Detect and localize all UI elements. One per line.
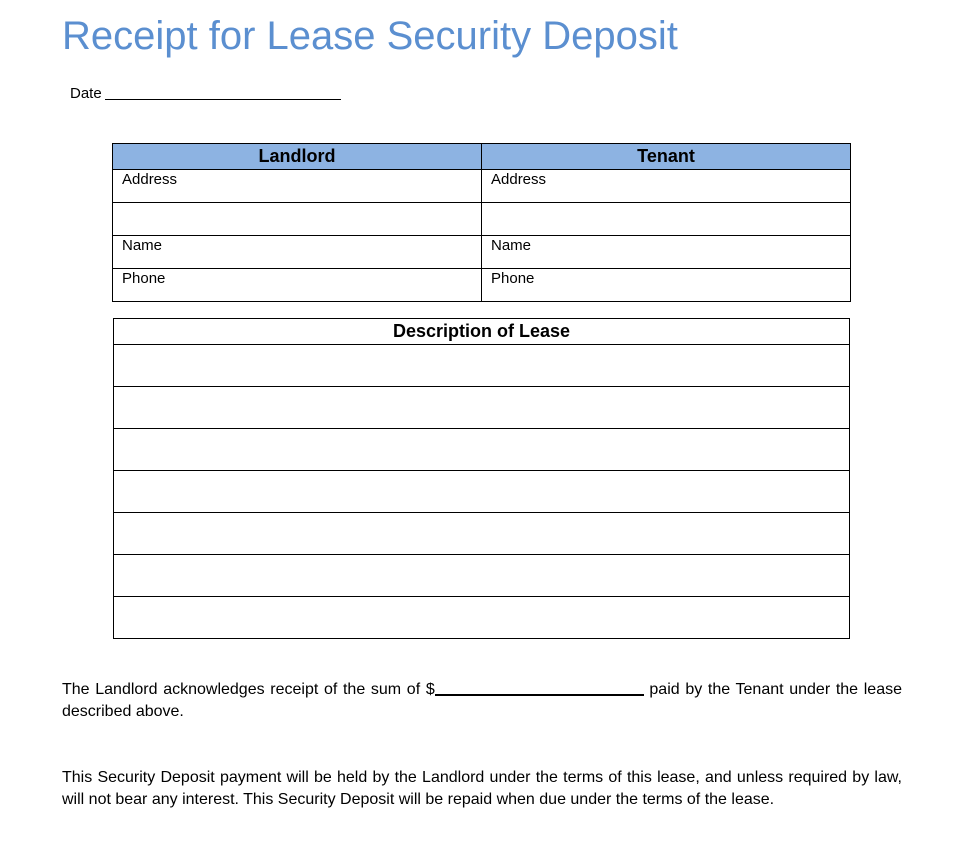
lease-line-cell[interactable] xyxy=(114,387,850,429)
lease-line-cell[interactable] xyxy=(114,555,850,597)
landlord-address-cell[interactable]: Address xyxy=(113,170,482,203)
party-header-row xyxy=(113,144,851,170)
party-table xyxy=(112,143,851,302)
date-label: Date xyxy=(70,85,102,102)
party-row-address xyxy=(113,170,851,203)
lease-line-cell[interactable] xyxy=(114,345,850,387)
lease-lines xyxy=(114,345,850,639)
tenant-header: Tenant xyxy=(482,144,851,170)
landlord-name-cell[interactable]: Name xyxy=(113,236,482,269)
acknowledgement-text-after: paid by the Tenant under the lease described above. xyxy=(62,681,902,720)
lease-line-cell[interactable] xyxy=(114,429,850,471)
lease-line-row xyxy=(114,513,850,555)
landlord-header: Landlord xyxy=(113,144,482,170)
lease-line-cell[interactable] xyxy=(114,597,850,639)
landlord-address-line-2-cell[interactable] xyxy=(113,203,482,236)
date-row xyxy=(70,84,341,102)
party-row-address-2 xyxy=(113,203,851,236)
terms-paragraph: This Security Deposit payment will be held by the Landlord under the terms of this lease, and unless required by law, will not bear any interest. This Security Deposit will be repaid when due under the terms of the lease. xyxy=(62,769,902,808)
tenant-address-line-2-cell[interactable] xyxy=(482,203,851,236)
lease-line-row xyxy=(114,471,850,513)
lease-line-row xyxy=(114,555,850,597)
date-field[interactable] xyxy=(105,84,341,100)
deposit-amount-field[interactable] xyxy=(435,680,644,696)
lease-line-row xyxy=(114,345,850,387)
lease-line-row xyxy=(114,387,850,429)
lease-table xyxy=(113,318,850,639)
party-row-name xyxy=(113,236,851,269)
party-row-phone xyxy=(113,269,851,302)
lease-line-cell[interactable] xyxy=(114,471,850,513)
tenant-name-cell[interactable]: Name xyxy=(482,236,851,269)
lease-line-row xyxy=(114,597,850,639)
acknowledgement-text-before: The Landlord acknowledges receipt of the sum of $ xyxy=(62,681,435,698)
lease-line-row xyxy=(114,429,850,471)
page-title: Receipt for Lease Security Deposit xyxy=(62,14,678,58)
lease-line-cell[interactable] xyxy=(114,513,850,555)
acknowledgement-paragraph xyxy=(62,679,902,723)
tenant-phone-cell[interactable]: Phone xyxy=(482,269,851,302)
landlord-phone-cell[interactable]: Phone xyxy=(113,269,482,302)
lease-header-row xyxy=(114,319,850,345)
lease-header: Description of Lease xyxy=(114,319,850,345)
tenant-address-cell[interactable]: Address xyxy=(482,170,851,203)
